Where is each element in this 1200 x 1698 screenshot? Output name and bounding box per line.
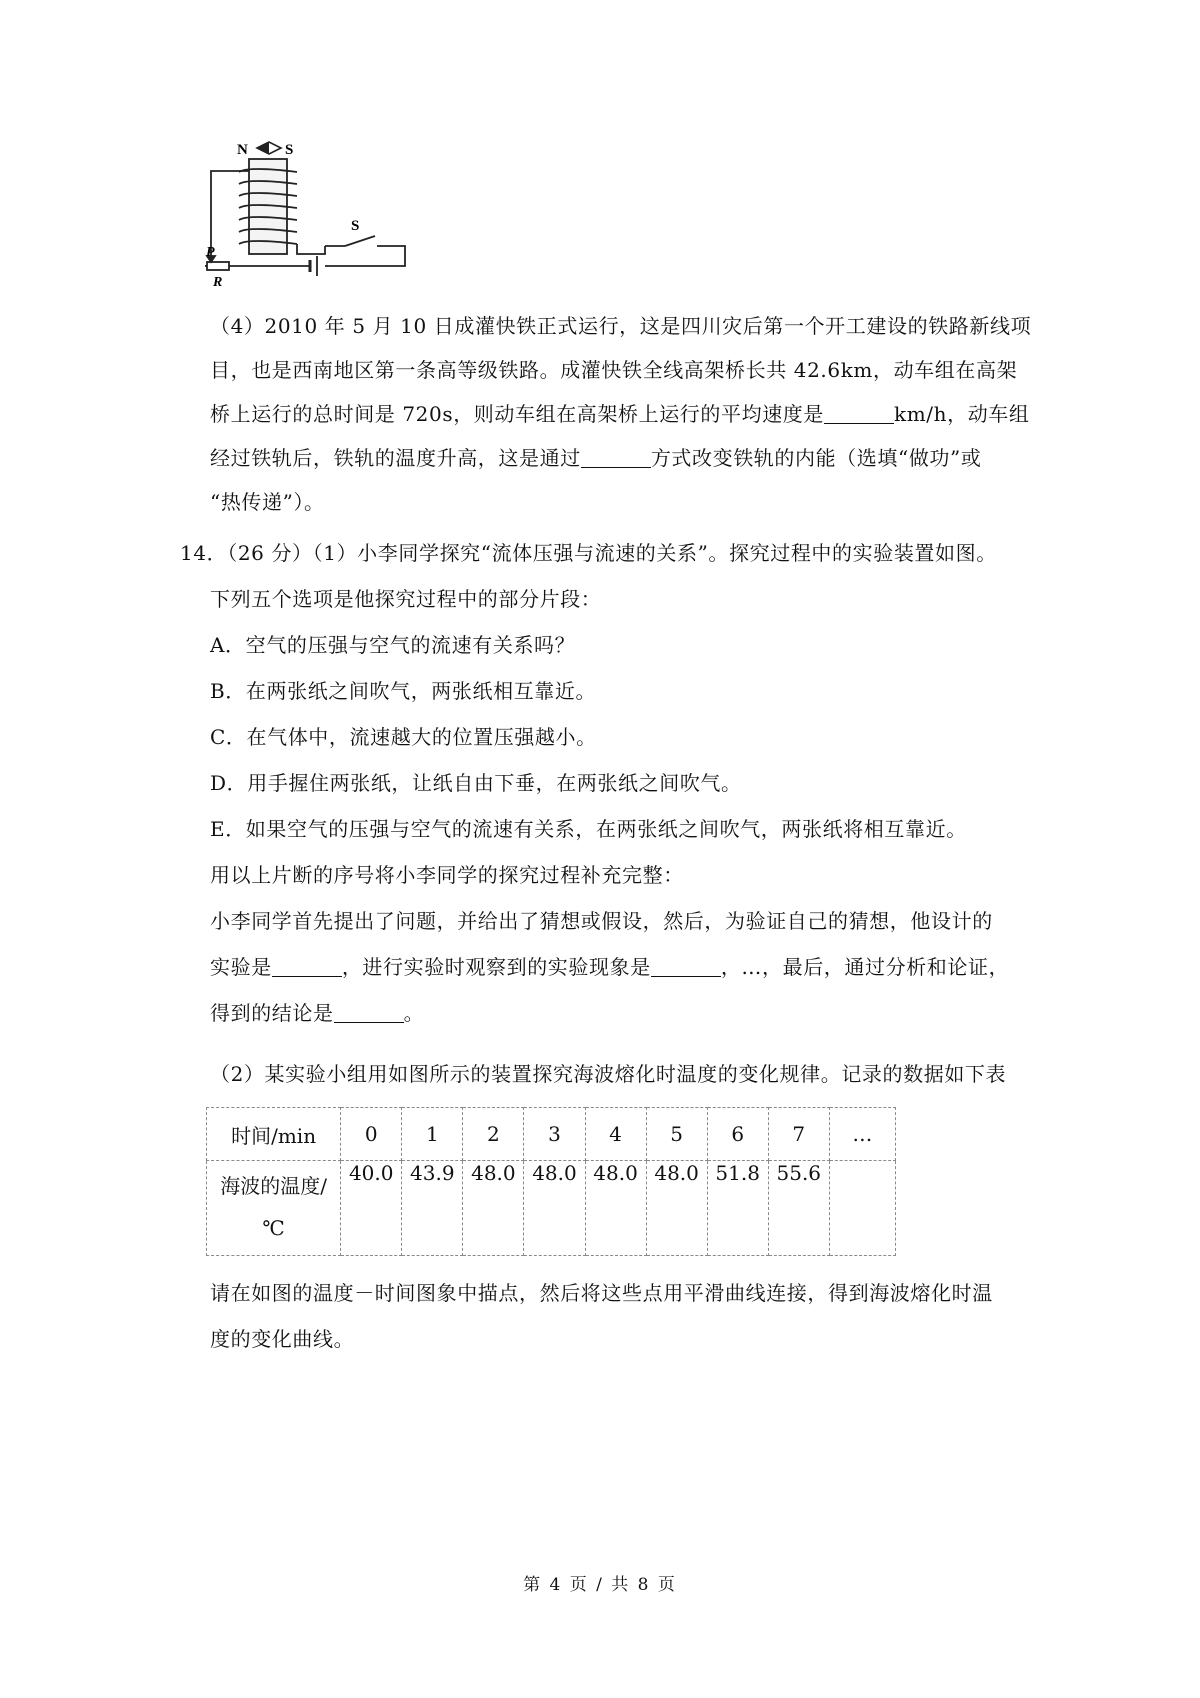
q14-text-line-2 <box>210 952 1009 982</box>
q14-header: 14．（26 分）（1）小李同学探究“流体压强与流速的关系”。探究过程中的实验装置如图。 <box>180 541 997 565</box>
q14-option-d: D．用手握住两张纸，让纸自由下垂，在两张纸之间吹气。 <box>210 771 742 795</box>
table-cell-time: 5 <box>646 1108 707 1161</box>
compass-n-label: N <box>237 142 248 158</box>
q14-instruction: 用以上片断的序号将小李同学的探究过程补充完整： <box>210 863 684 887</box>
q13-part4-line-1: （4）2010 年 5 月 10 日成灌快铁正式运行，这是四川灾后第一个开工建设的铁路新线项 <box>210 314 1032 338</box>
table-cell-temperature: 48.0 <box>463 1161 524 1256</box>
q14-intro: 下列五个选项是他探究过程中的部分片段： <box>210 587 602 611</box>
q14-after-table-line-2: 度的变化曲线。 <box>210 1327 355 1351</box>
table-cell-temperature: 48.0 <box>646 1161 707 1256</box>
compass-s-label: S <box>285 142 294 158</box>
q13-part4-line-2: 目，也是西南地区第一条高等级铁路。成灌快铁全线高架桥长共 42.6km，动车组在高架 <box>210 358 1018 382</box>
hypo-melting-data-table <box>206 1107 896 1256</box>
q14-after-table-line-1: 请在如图的温度－时间图象中描点，然后将这些点用平滑曲线连接，得到海波熔化时温 <box>210 1281 993 1305</box>
temperature-label-line-2: ℃ <box>262 1216 285 1240</box>
q14-option-e: E．如果空气的压强与空气的流速有关系，在两张纸之间吹气，两张纸将相互靠近。 <box>210 817 967 841</box>
electromagnet-circuit-figure <box>205 138 413 306</box>
q14-text-line-1: 小李同学首先提出了问题，并给出了猜想或假设，然后，为验证自己的猜想，他设计的 <box>210 909 993 933</box>
q14-text-line-3-b: 。 <box>403 1001 425 1025</box>
table-cell-time: 7 <box>768 1108 829 1161</box>
q14-option-c: C．在气体中，流速越大的位置压强越小。 <box>210 725 597 749</box>
temperature-label-line-1: 海波的温度/ <box>220 1174 327 1198</box>
q13-part4-line-5: “热传递”）。 <box>210 490 325 514</box>
table-cell-temperature: 48.0 <box>524 1161 585 1256</box>
table-cell-time: 4 <box>585 1108 646 1161</box>
q13-part4-line-4-tail: 方式改变铁轨的内能（选填“做功”或 <box>650 446 982 470</box>
table-cell-time: 0 <box>341 1108 402 1161</box>
resistor-label: R <box>213 275 223 290</box>
q14-text-line-2-a: 实验是 <box>210 955 272 979</box>
q13-part4-line-3-text: 桥上运行的总时间是 720s，则动车组在高架桥上运行的平均速度是 <box>210 402 824 426</box>
q13-part4-line-4-text: 经过铁轨后，铁轨的温度升高，这是通过 <box>210 446 581 470</box>
table-cell-time: 6 <box>707 1108 768 1161</box>
table-cell-temperature: 55.6 <box>768 1161 829 1256</box>
q13-part4-line-3 <box>210 399 1030 429</box>
table-cell-time-label: 时间/min <box>207 1108 341 1161</box>
table-cell-time: … <box>829 1108 895 1161</box>
table-cell-time: 1 <box>402 1108 463 1161</box>
q13-part4-line-3-unit: km/h，动车组 <box>894 402 1030 426</box>
speed-answer-blank[interactable] <box>824 403 894 424</box>
q14-option-a: A．空气的压强与空气的流速有关系吗？ <box>210 633 576 657</box>
table-row-temperature <box>207 1161 896 1256</box>
energy-method-answer-blank[interactable] <box>581 447 651 468</box>
slider-label: P <box>206 245 215 260</box>
q14-part2-line: （2）某实验小组用如图所示的装置探究海波熔化时温度的变化规律。记录的数据如下表 <box>210 1062 1007 1086</box>
q13-part4-line-4 <box>210 443 981 473</box>
q14-text-line-3-a: 得到的结论是 <box>210 1001 334 1025</box>
page-number-footer: 第 4 页 / 共 8 页 <box>523 1575 677 1595</box>
table-cell-temperature: 43.9 <box>402 1161 463 1256</box>
switch-label: S <box>351 218 360 234</box>
phenomenon-answer-blank[interactable] <box>651 956 721 977</box>
table-cell-temperature: 51.8 <box>707 1161 768 1256</box>
table-cell-temperature-label <box>207 1161 341 1256</box>
q14-text-line-2-c: ，…，最后，通过分析和论证， <box>720 955 1010 979</box>
experiment-answer-blank[interactable] <box>272 956 342 977</box>
conclusion-answer-blank[interactable] <box>334 1002 404 1023</box>
q14-option-b: B．在两张纸之间吹气，两张纸相互靠近。 <box>210 679 597 703</box>
table-cell-temperature: 40.0 <box>341 1161 402 1256</box>
table-cell-time: 2 <box>463 1108 524 1161</box>
q14-text-line-2-b: ，进行实验时观察到的实验现象是 <box>341 955 651 979</box>
table-row-time <box>207 1108 896 1161</box>
q14-text-line-3 <box>210 998 424 1028</box>
table-cell-temperature: 48.0 <box>585 1161 646 1256</box>
table-cell-time: 3 <box>524 1108 585 1161</box>
table-cell-temperature <box>829 1161 895 1256</box>
